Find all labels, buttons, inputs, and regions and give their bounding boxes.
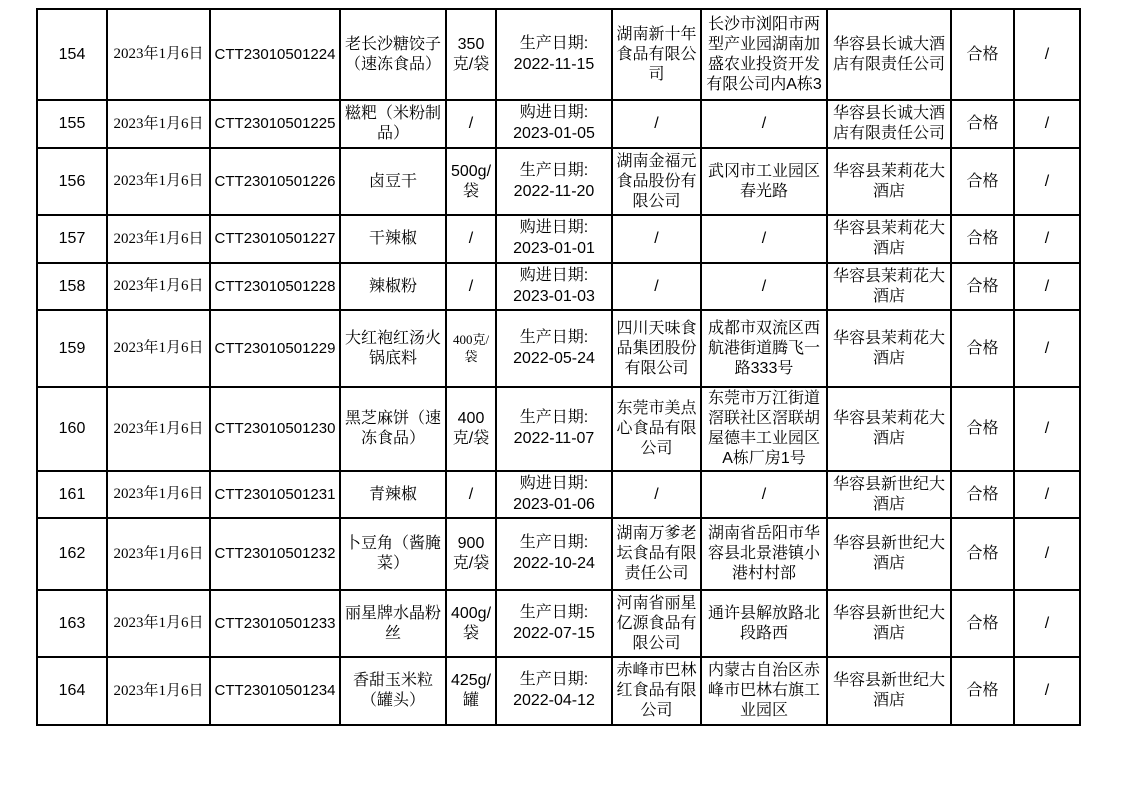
- cell-report-no: CTT23010501225: [210, 100, 340, 148]
- date-info-value: 2022-11-15: [513, 55, 595, 73]
- cell-report-no: CTT23010501224: [210, 9, 340, 100]
- cell-manufacturer: /: [612, 263, 701, 310]
- cell-sample-date: 2023年1月6日: [107, 518, 210, 590]
- date-info-label: 生产日期:: [519, 328, 589, 346]
- cell-result: 合格: [951, 518, 1014, 590]
- table-row: [37, 471, 1080, 518]
- cell-address: 武冈市工业园区春光路: [701, 148, 827, 215]
- date-info-value: 2022-11-20: [513, 182, 595, 200]
- cell-result: 合格: [951, 148, 1014, 215]
- table-row: [37, 518, 1080, 590]
- cell-date-info: [496, 310, 612, 387]
- cell-no: 164: [37, 657, 107, 725]
- cell-no: 162: [37, 518, 107, 590]
- cell-sampled-unit: 华容县茉莉花大酒店: [827, 263, 951, 310]
- cell-no: 159: [37, 310, 107, 387]
- cell-date-info: [496, 100, 612, 148]
- cell-address: 通许县解放路北段路西: [701, 590, 827, 657]
- cell-sample-date: 2023年1月6日: [107, 215, 210, 263]
- date-info-value: 2022-10-24: [513, 555, 595, 572]
- cell-result: 合格: [951, 9, 1014, 100]
- date-info-label: 生产日期:: [519, 671, 589, 689]
- cell-date-info: [496, 590, 612, 657]
- cell-spec: 425g/罐: [446, 657, 496, 725]
- cell-spec: 400克/袋: [446, 310, 496, 387]
- cell-result: 合格: [951, 590, 1014, 657]
- cell-no: 155: [37, 100, 107, 148]
- cell-sample-date: 2023年1月6日: [107, 9, 210, 100]
- cell-report-no: CTT23010501226: [210, 148, 340, 215]
- cell-date-info: [496, 518, 612, 590]
- cell-date-info: [496, 657, 612, 725]
- date-info-label: 生产日期:: [519, 603, 589, 621]
- cell-remark: /: [1014, 310, 1080, 387]
- cell-result: 合格: [951, 100, 1014, 148]
- cell-remark: /: [1014, 215, 1080, 263]
- cell-sample-date: 2023年1月6日: [107, 387, 210, 471]
- cell-sampled-unit: 华容县新世纪大酒店: [827, 471, 951, 518]
- cell-report-no: CTT23010501229: [210, 310, 340, 387]
- cell-report-no: CTT23010501231: [210, 471, 340, 518]
- cell-sampled-unit: 华容县长诚大酒店有限责任公司: [827, 9, 951, 100]
- cell-remark: /: [1014, 263, 1080, 310]
- cell-result: 合格: [951, 657, 1014, 725]
- table-row: [37, 387, 1080, 471]
- cell-address: 成都市双流区西航港街道腾飞一路333号: [701, 310, 827, 387]
- date-info-value: 2023-01-01: [513, 240, 595, 257]
- cell-remark: /: [1014, 387, 1080, 471]
- cell-sample-date: 2023年1月6日: [107, 471, 210, 518]
- cell-spec: /: [446, 215, 496, 263]
- inspection-table: [36, 8, 1081, 726]
- cell-spec: /: [446, 263, 496, 310]
- cell-report-no: CTT23010501230: [210, 387, 340, 471]
- cell-product-name: 卤豆干: [340, 148, 446, 215]
- cell-sampled-unit: 华容县茉莉花大酒店: [827, 387, 951, 471]
- cell-manufacturer: /: [612, 100, 701, 148]
- table-row: [37, 657, 1080, 725]
- cell-report-no: CTT23010501227: [210, 215, 340, 263]
- cell-manufacturer: 东莞市美点心食品有限公司: [612, 387, 701, 471]
- cell-address: /: [701, 471, 827, 518]
- cell-remark: /: [1014, 657, 1080, 725]
- cell-no: 154: [37, 9, 107, 100]
- cell-product-name: 干辣椒: [340, 215, 446, 263]
- cell-product-name: 大红袍红汤火锅底料: [340, 310, 446, 387]
- date-info-value: 2023-01-06: [513, 495, 595, 513]
- table-body: [37, 9, 1080, 725]
- cell-result: 合格: [951, 215, 1014, 263]
- date-info-value: 2022-05-24: [513, 349, 595, 367]
- cell-no: 158: [37, 263, 107, 310]
- cell-sample-date: 2023年1月6日: [107, 310, 210, 387]
- date-info-label: 生产日期:: [519, 34, 589, 52]
- date-info-label: 生产日期:: [519, 409, 589, 427]
- cell-sample-date: 2023年1月6日: [107, 590, 210, 657]
- cell-date-info: [496, 387, 612, 471]
- cell-sampled-unit: 华容县新世纪大酒店: [827, 657, 951, 725]
- cell-no: 156: [37, 148, 107, 215]
- cell-manufacturer: 湖南金福元食品股份有限公司: [612, 148, 701, 215]
- table-row: [37, 9, 1080, 100]
- cell-result: 合格: [951, 310, 1014, 387]
- cell-spec: 900克/袋: [446, 518, 496, 590]
- cell-address: 长沙市浏阳市两型产业园湖南加盛农业投资开发有限公司内A栋3: [701, 9, 827, 100]
- cell-remark: /: [1014, 9, 1080, 100]
- cell-manufacturer: 湖南万爹老坛食品有限责任公司: [612, 518, 701, 590]
- date-info-value: 2023-01-05: [513, 125, 595, 142]
- date-info-label: 生产日期:: [519, 161, 589, 179]
- cell-sampled-unit: 华容县长诚大酒店有限责任公司: [827, 100, 951, 148]
- cell-address: 湖南省岳阳市华容县北景港镇小港村村部: [701, 518, 827, 590]
- cell-spec: 400克/袋: [446, 387, 496, 471]
- cell-spec: /: [446, 100, 496, 148]
- cell-product-name: 辣椒粉: [340, 263, 446, 310]
- cell-manufacturer: 河南省丽星亿源食品有限公司: [612, 590, 701, 657]
- date-info-value: 2023-01-03: [513, 287, 595, 305]
- cell-no: 161: [37, 471, 107, 518]
- inspection-table-container: [36, 8, 1081, 726]
- cell-sampled-unit: 华容县茉莉花大酒店: [827, 215, 951, 263]
- date-info-label: 购进日期:: [519, 104, 589, 122]
- table-row: [37, 590, 1080, 657]
- cell-remark: /: [1014, 471, 1080, 518]
- table-row: [37, 100, 1080, 148]
- date-info-value: 2022-04-12: [513, 692, 595, 709]
- cell-address: /: [701, 215, 827, 263]
- cell-no: 157: [37, 215, 107, 263]
- date-info-value: 2022-11-07: [513, 430, 595, 447]
- date-info-label: 购进日期:: [519, 266, 589, 284]
- cell-no: 163: [37, 590, 107, 657]
- cell-report-no: CTT23010501228: [210, 263, 340, 310]
- cell-sampled-unit: 华容县茉莉花大酒店: [827, 310, 951, 387]
- cell-product-name: 卜豆角（酱腌菜）: [340, 518, 446, 590]
- cell-date-info: [496, 9, 612, 100]
- date-info-label: 生产日期:: [519, 534, 589, 552]
- cell-date-info: [496, 148, 612, 215]
- cell-spec: /: [446, 471, 496, 518]
- cell-sampled-unit: 华容县新世纪大酒店: [827, 518, 951, 590]
- cell-product-name: 丽星牌水晶粉丝: [340, 590, 446, 657]
- cell-product-name: 黑芝麻饼（速冻食品）: [340, 387, 446, 471]
- cell-date-info: [496, 215, 612, 263]
- cell-report-no: CTT23010501232: [210, 518, 340, 590]
- table-row: [37, 310, 1080, 387]
- cell-spec: 350克/袋: [446, 9, 496, 100]
- date-info-value: 2022-07-15: [513, 624, 595, 642]
- cell-address: /: [701, 100, 827, 148]
- date-info-label: 购进日期:: [519, 474, 589, 492]
- cell-product-name: 青辣椒: [340, 471, 446, 518]
- cell-remark: /: [1014, 148, 1080, 215]
- cell-sample-date: 2023年1月6日: [107, 657, 210, 725]
- cell-product-name: 老长沙糖饺子（速冻食品）: [340, 9, 446, 100]
- cell-remark: /: [1014, 100, 1080, 148]
- cell-date-info: [496, 263, 612, 310]
- cell-report-no: CTT23010501234: [210, 657, 340, 725]
- cell-manufacturer: 四川天味食品集团股份有限公司: [612, 310, 701, 387]
- cell-sample-date: 2023年1月6日: [107, 100, 210, 148]
- cell-date-info: [496, 471, 612, 518]
- cell-result: 合格: [951, 387, 1014, 471]
- cell-remark: /: [1014, 518, 1080, 590]
- cell-remark: /: [1014, 590, 1080, 657]
- cell-sample-date: 2023年1月6日: [107, 263, 210, 310]
- cell-spec: 500g/袋: [446, 148, 496, 215]
- table-row: [37, 263, 1080, 310]
- date-info-label: 购进日期:: [519, 219, 589, 237]
- cell-sample-date: 2023年1月6日: [107, 148, 210, 215]
- cell-address: 内蒙古自治区赤峰市巴林右旗工业园区: [701, 657, 827, 725]
- cell-sampled-unit: 华容县茉莉花大酒店: [827, 148, 951, 215]
- cell-no: 160: [37, 387, 107, 471]
- cell-product-name: 糍粑（米粉制品）: [340, 100, 446, 148]
- cell-manufacturer: 赤峰市巴林红食品有限公司: [612, 657, 701, 725]
- cell-result: 合格: [951, 263, 1014, 310]
- cell-spec: 400g/袋: [446, 590, 496, 657]
- cell-manufacturer: /: [612, 215, 701, 263]
- cell-manufacturer: 湖南新十年食品有限公司: [612, 9, 701, 100]
- cell-report-no: CTT23010501233: [210, 590, 340, 657]
- cell-product-name: 香甜玉米粒（罐头）: [340, 657, 446, 725]
- cell-result: 合格: [951, 471, 1014, 518]
- cell-sampled-unit: 华容县新世纪大酒店: [827, 590, 951, 657]
- cell-address: /: [701, 263, 827, 310]
- cell-address: 东莞市万江街道滘联社区滘联胡屋德丰工业园区A栋厂房1号: [701, 387, 827, 471]
- table-row: [37, 148, 1080, 215]
- table-row: [37, 215, 1080, 263]
- cell-manufacturer: /: [612, 471, 701, 518]
